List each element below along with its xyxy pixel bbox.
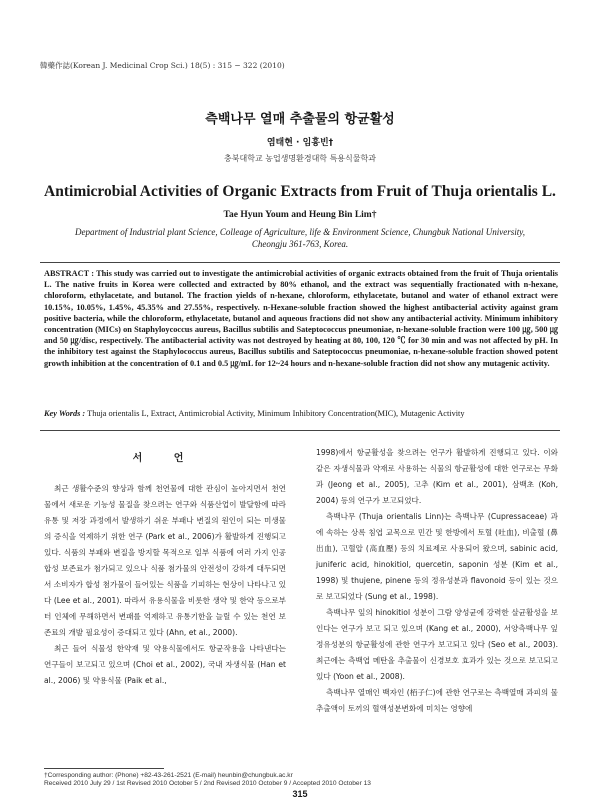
english-title: Antimicrobial Activities of Organic Extracts from Fruit of Thuja orientalis L. <box>44 183 556 200</box>
corresponding-author-note: †Corresponding author: (Phone) +82-43-261-2521 (E-mail) heunbin@chungbuk.ac.kr <box>44 772 293 779</box>
body-paragraph: 측백나무 (Thuja orientalis Linn)는 측백나무 (Cupressaceae) 과에 속하는 상록 침엽 교목으로 민간 및 한방에서 토혈 (吐血), 비출혈 (鼻出血), 고혈압 (高血壓) 등의 치료제로 사용되어 왔으며, sabinic acid, juniferic acid, hinokitiol, quercetin, saponin 성분 (Kim et al., 1998) 및 thujene, pinene 등의 정유성분과 flavonoid 등이 있는 것으로 보고되었다 (Sung et al., 1998). <box>316 512 558 601</box>
section-title: 서 언 <box>132 453 198 464</box>
abstract-bottom-rule <box>40 430 560 431</box>
body-paragraph: 측백나무 잎의 hinokitiol 성분이 그람 양성균에 강력한 살균활성을 보인다는 연구가 보고 되고 있으며 (Kang et al., 2000), 서양측백나무 잎 정유성분의 항균활성에 관한 연구가 보고되고 있다 (Seo et al., 2003). 최근에는 측백엽 메탄올 추출물이 신경보호 효과가 있는 것으로 보고되고 있다 (Yoon et al., 2008). <box>316 608 558 681</box>
body-right-column <box>316 445 558 717</box>
english-affiliation: Department of Industrial plant Science, Colleage of Agriculture, life & Environment Science, Chungbuk National University, Cheongju 361-763, Korea. <box>74 227 526 249</box>
keywords-label: Key Words : <box>44 409 86 418</box>
abstract-top-rule <box>40 262 560 263</box>
received-dates-note: Received 2010 July 29 / 1st Revised 2010 October 5 / 2nd Revised 2010 October 9 / Accepted 2010 October 13 <box>44 780 371 787</box>
keywords-list: Thuja orientalis L, Extract, Antimicrobial Activity, Minimum Inhibitory Concentration(MIC), Mutagenic Activity <box>87 409 465 418</box>
korean-authors: 염태현 · 임흥빈† <box>266 138 334 148</box>
body-paragraph: 측백나무 열매인 백자인 (栢子仁)에 관한 연구로는 측백열매 과피의 물추출액이 토끼의 혈액성분변화에 미치는 영향에 <box>316 688 558 713</box>
body-paragraph: 최근 들어 식물성 한약재 및 약용식물에서도 항균작용을 나타낸다는 연구들이 보고되고 있으며 (Choi et al., 2002), 국내 자생식물 (Han et al., 2006) 및 약용식물 (Paik et al., <box>44 644 286 685</box>
english-authors: Tae Hyun Youm and Heung Bin Lim† <box>223 210 377 220</box>
page-number: 315 <box>292 789 308 799</box>
korean-title: 측백나무 열매 추출물의 항균활성 <box>205 112 395 127</box>
body-left-column <box>44 445 286 689</box>
body-paragraph: 최근 생활수준의 향상과 함께 천연물에 대한 관심이 높아지면서 천연물에서 새로운 기능성 물질을 찾으려는 연구와 식품산업이 발달함에 따라 유통 및 저장 과정에서 발생하기 쉬운 부패나 변질의 원인이 되는 미생물의 증식을 억제하기 위한 연구 (Park et al., 2006)가 활발하게 진행되고 있다. 식품의 부패와 변질을 방지할 목적으로 일부 식품에 여러 가지 인공합성 보존료가 첨가되고 있으나 식품 첨가물의 안전성이 강하게 대두되면서 소비자가 합성 첨가물이 들어있는 식품을 기피하는 현상이 나타나고 있다 (Lee et al., 2001). 따라서 유용식물을 비롯한 생약 및 한약 등으로부터 인체에 무해하면서 변패를 억제하고 유통기한을 늘릴 수 있는 천연 보존료의 개발 필요성이 증대되고 있다 (Ahn, et al., 2000). <box>44 484 286 637</box>
keywords <box>44 408 558 419</box>
body-paragraph: 1998)에서 항균활성을 찾으려는 연구가 활발하게 진행되고 있다. 이와 같은 자생식물과 약재로 사용하는 식물의 항균활성에 대한 연구로는 무화과 (Jeong et al., 2005), 고추 (Kim et al., 2001), 삼백초 (Koh, 2004) 등의 연구가 보고되었다. <box>316 448 558 505</box>
korean-affiliation: 충북대학교 농업생명환경대학 특용식물학과 <box>224 154 376 163</box>
abstract-text: ABSTRACT : This study was carried out to investigate the antimicrobial activities of organic extracts obtained from the fruit of Thuja orientalis L. The native fruits in Korea were collected and extracted by 80% ethanol, and the extract was sequentially fractionated with n-hexane, chloroform, ethylacetate, and butanol. The fraction yields of n-hexane, chloroform, ethylacetate, butanol and water of ethanol extract were 10.15%, 10.05%, 1.45%, 45.35% and 27.55%, respectively. n-Hexane-soluble fraction showed the highest antibacterial activity against gram positive bacteria, while the chloroform, ethylacetate, butanol and aqueous fractions did not show any antibacterial activity. Minimum inhibitory concentration (MICs) on Staphyloycoccus aureus, Bacillus subtilis and Sateptococcus pneumoniae, n-hexane-soluble fraction were 100 ㎍, 500 ㎍ and 50 ㎍/disc, respectively. The antibacterial activity was not destroyed by heating at 80, 100, 120 ℃ for 30 min and was not affected by pH. In the inhibitory test against the Staphylococcus aureus, Bacillus subtilis and Sateptococcus pneumoniae, n-hexane-soluble fraction showed potent growth inhibition at the concentration of 0.1 and 0.5 ㎍/mL for 12~24 hours and n-hexane-soluble fraction did not show any mutagenic activity. <box>44 269 558 368</box>
journal-header: 韓藥作誌(Korean J. Medicinal Crop Sci.) 18(5) : 315 − 322 (2010) <box>40 61 285 70</box>
footnote-rule <box>44 768 164 769</box>
